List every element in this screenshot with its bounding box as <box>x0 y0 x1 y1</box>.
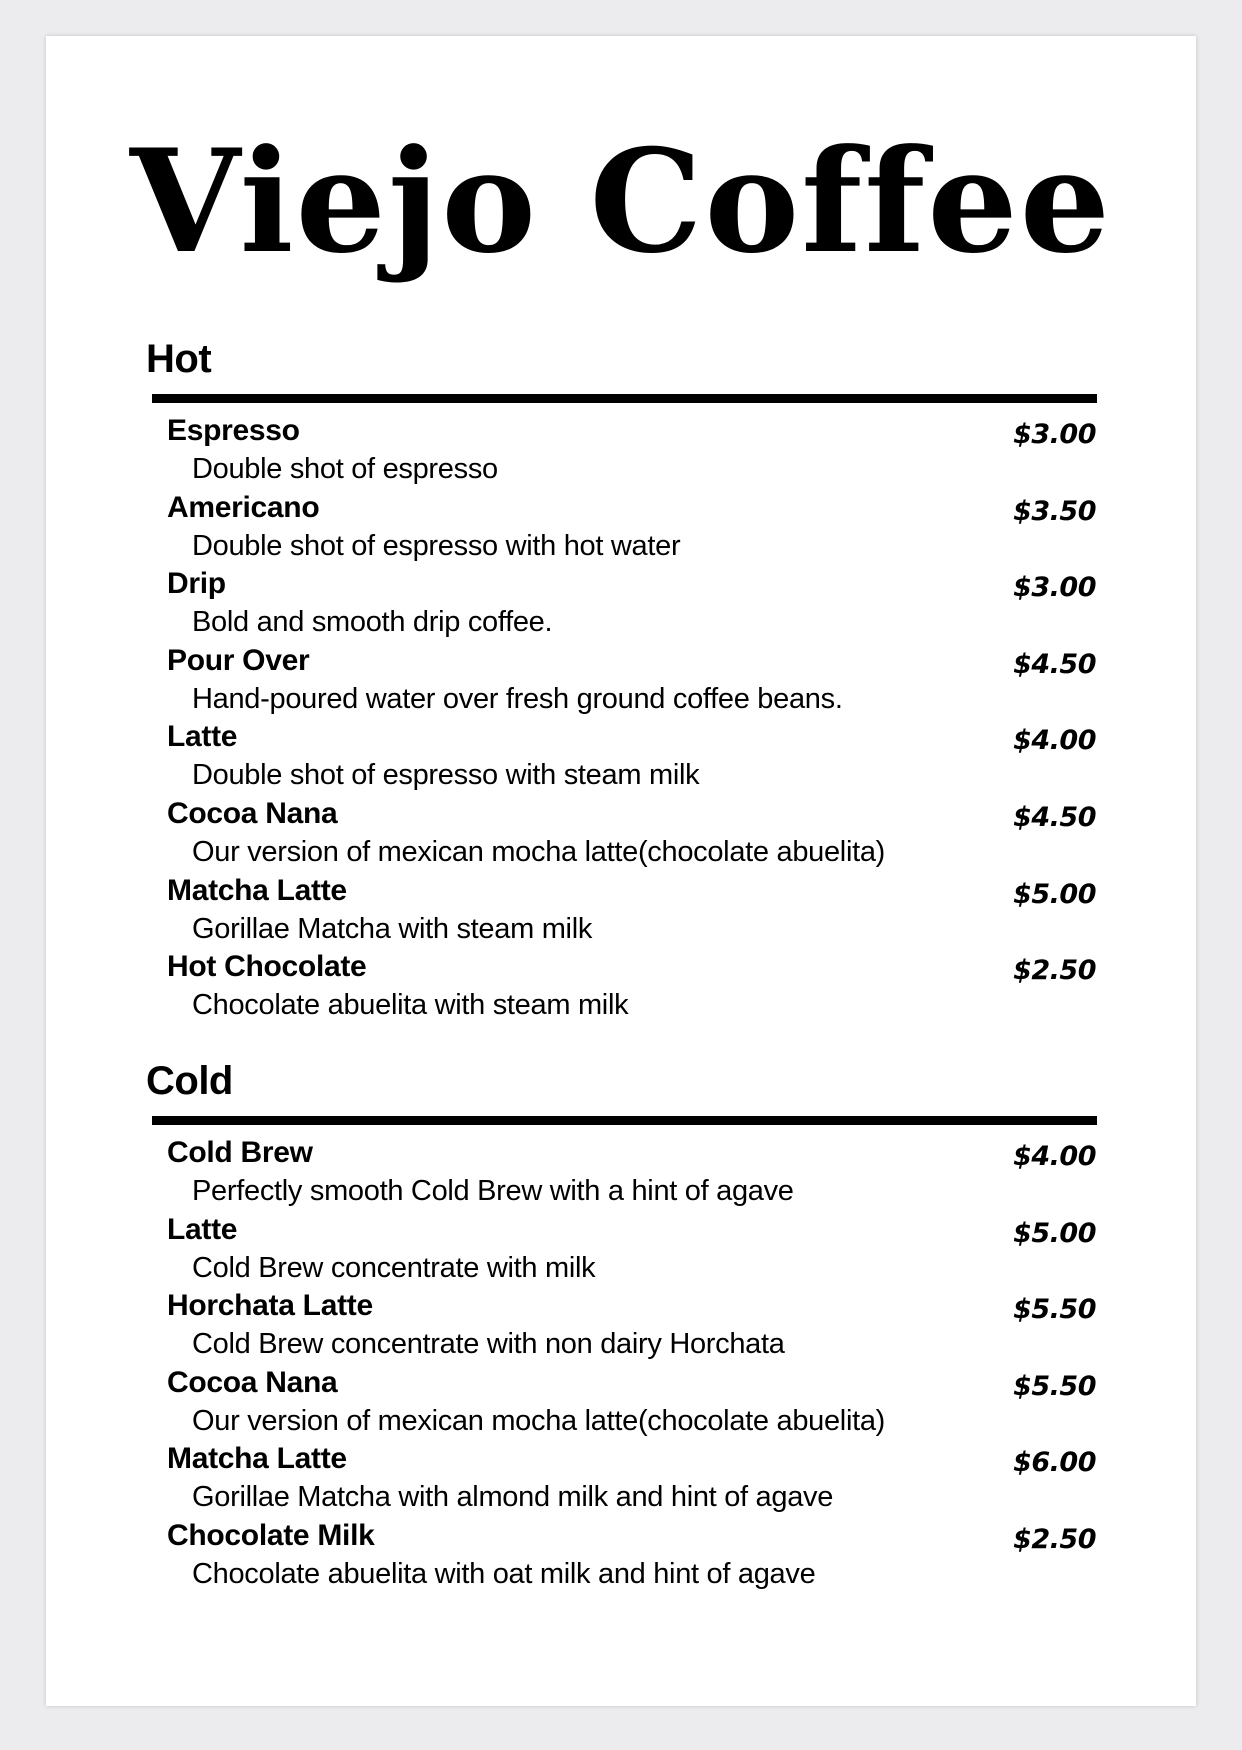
menu-item <box>146 1518 1142 1595</box>
menu-item <box>146 873 1142 950</box>
item-name: Latte <box>167 720 238 754</box>
item-name: Matcha Latte <box>167 873 347 907</box>
item-description: Perfectly smooth Cold Brew with a hint of agave <box>192 1175 794 1207</box>
item-price: $5.00 <box>1013 878 1096 910</box>
menu-item <box>146 1441 1142 1518</box>
item-description: Cold Brew concentrate with non dairy Horchata <box>192 1328 785 1361</box>
menu-item <box>146 413 1142 490</box>
item-name: Americano <box>167 490 320 524</box>
section-title: Hot <box>146 337 212 381</box>
item-description: Chocolate abuelita with oat milk and hint of agave <box>192 1557 816 1590</box>
item-description: Bold and smooth drip coffee. <box>192 606 553 639</box>
section-title: Cold <box>146 1059 233 1103</box>
menu-item <box>146 1365 1142 1442</box>
item-description: Double shot of espresso <box>192 453 498 485</box>
section-divider <box>152 394 1097 403</box>
item-name: Cold Brew <box>167 1136 313 1169</box>
menu-item <box>146 719 1142 796</box>
menu-item-list <box>146 413 1142 1026</box>
menu-item <box>146 796 1142 873</box>
item-name: Horchata Latte <box>167 1289 373 1323</box>
menu-page <box>46 36 1196 1706</box>
menu-item <box>146 490 1142 567</box>
menu-item <box>146 949 1142 1026</box>
item-name: Chocolate Milk <box>167 1518 375 1552</box>
item-price: $6.00 <box>1013 1447 1096 1479</box>
item-price: $4.50 <box>1013 648 1096 680</box>
menu-item <box>146 566 1142 643</box>
menu-item <box>146 643 1142 720</box>
menu-item-list <box>146 1135 1142 1595</box>
item-description: Gorillae Matcha with almond milk and hint of agave <box>192 1481 834 1514</box>
item-description: Cold Brew concentrate with milk <box>192 1251 596 1284</box>
item-price: $5.00 <box>1013 1217 1096 1249</box>
section-cold <box>146 1058 1142 1595</box>
item-price: $3.00 <box>1013 572 1096 604</box>
item-name: Pour Over <box>167 643 310 677</box>
section-divider <box>152 1116 1097 1125</box>
item-description: Our version of mexican mocha latte(chocolate abuelita) <box>192 1404 886 1437</box>
item-price: $3.50 <box>1013 495 1096 527</box>
item-name: Drip <box>167 567 226 601</box>
item-price: $5.50 <box>1013 1370 1096 1402</box>
item-price: $4.50 <box>1013 801 1096 833</box>
item-price: $2.50 <box>1013 1523 1096 1555</box>
menu-title: Viejo Coffee <box>129 119 1113 285</box>
item-description: Our version of mexican mocha latte(chocolate abuelita) <box>192 835 886 868</box>
item-name: Hot Chocolate <box>167 950 367 984</box>
item-description: Chocolate abuelita with steam milk <box>192 989 629 1022</box>
section-hot <box>146 336 1142 1026</box>
menu-item <box>146 1135 1142 1212</box>
item-price: $4.00 <box>1013 1141 1096 1172</box>
item-name: Latte <box>167 1212 238 1246</box>
item-name: Cocoa Nana <box>167 1365 338 1399</box>
item-price: $4.00 <box>1013 725 1096 757</box>
item-name: Cocoa Nana <box>167 796 338 830</box>
menu-item <box>146 1288 1142 1365</box>
item-description: Gorillae Matcha with steam milk <box>192 912 593 945</box>
item-description: Double shot of espresso with steam milk <box>192 759 700 792</box>
item-description: Double shot of espresso with hot water <box>192 529 681 562</box>
item-price: $2.50 <box>1013 955 1096 987</box>
item-description: Hand-poured water over fresh ground coffee beans. <box>192 682 843 715</box>
item-price: $5.50 <box>1013 1294 1096 1326</box>
item-price: $3.00 <box>1013 419 1096 450</box>
menu-item <box>146 1212 1142 1289</box>
item-name: Matcha Latte <box>167 1442 347 1476</box>
item-name: Espresso <box>167 414 300 447</box>
